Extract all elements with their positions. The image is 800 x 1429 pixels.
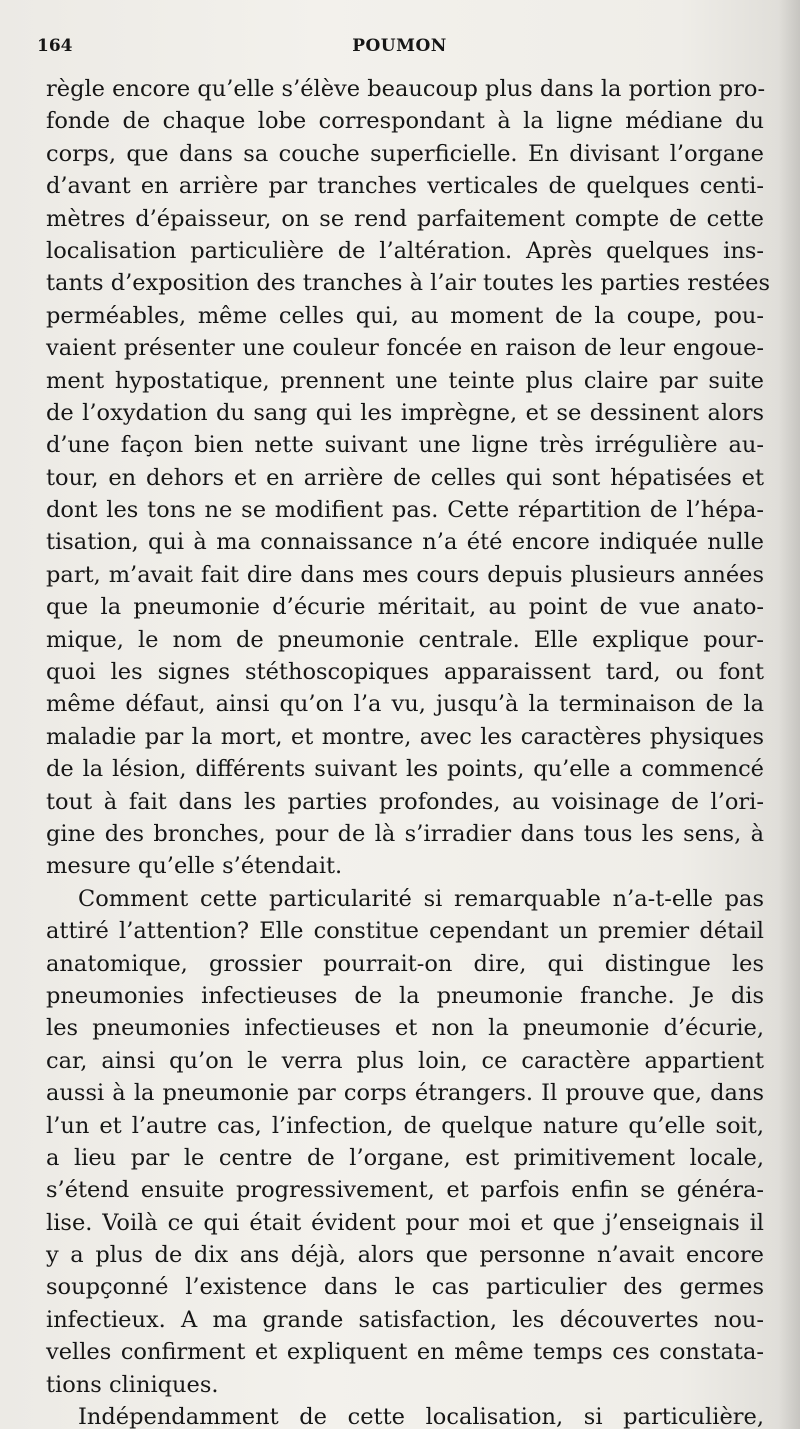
text-line: infectieux. A ma grande satisfaction, les découvertes nou- [46, 1306, 764, 1333]
text-line: mique, le nom de pneumonie centrale. Elle explique pour- [46, 626, 764, 653]
text-line: car, ainsi qu’on le verra plus loin, ce caractère appartient [46, 1047, 764, 1074]
paragraph-end-line: tions cliniques. [46, 1371, 219, 1398]
text-line: d’avant en arrière par tranches verticales de quelques centi- [46, 173, 764, 200]
text-line: quoi les signes stéthoscopiques apparaissent tard, ou font [46, 659, 764, 686]
paragraph-start-line: Indépendamment de cette localisation, si particulière, [78, 1404, 764, 1429]
text-line: tour, en dehors et en arrière de celles qui sont hépatisées et [46, 464, 764, 491]
paragraph-end-line: mesure qu’elle s’étendait. [46, 853, 343, 880]
text-line: a lieu par le centre de l’organe, est primitivement locale, [46, 1144, 764, 1171]
text-line: vaient présenter une couleur foncée en raison de leur engoue- [46, 335, 764, 362]
paragraph-start-line: Comment cette particularité si remarquable n’a-t-elle pas [78, 885, 764, 912]
text-line: de la lésion, différents suivant les points, qu’elle a commencé [46, 756, 764, 783]
text-line: y a plus de dix ans déjà, alors que personne n’avait encore [46, 1242, 764, 1269]
page-number: 164 [37, 36, 73, 56]
text-line: les pneumonies infectieuses et non la pneumonie d’écurie, [46, 1015, 764, 1042]
text-line: l’un et l’autre cas, l’infection, de quelque nature qu’elle soit, [46, 1112, 764, 1139]
text-line: aussi à la pneumonie par corps étrangers. Il prouve que, dans [46, 1080, 764, 1107]
text-line: règle encore qu’elle s’élève beaucoup plus dans la portion pro- [46, 76, 766, 102]
text-line: tout à fait dans les parties profondes, au voisinage de l’ori- [46, 788, 764, 815]
text-line: localisation particulière de l’altération. Après quelques ins- [46, 237, 764, 264]
text-line: anatomique, grossier pourrait-on dire, qui distingue les [46, 950, 764, 977]
text-line: lise. Voilà ce qui était évident pour moi et que j’enseignais il [46, 1209, 764, 1236]
text-line: soupçonné l’existence dans le cas particulier des germes [46, 1274, 764, 1301]
text-line: que la pneumonie d’écurie méritait, au point de vue anato- [46, 594, 764, 621]
text-line: même défaut, ainsi qu’on l’a vu, jusqu’à la terminaison de la [46, 691, 764, 718]
text-line: de l’oxydation du sang qui les imprègne, et se dessinent alors [46, 399, 764, 426]
text-line: pneumonies infectieuses de la pneumonie franche. Je dis [46, 982, 764, 1009]
text-line: d’une façon bien nette suivant une ligne très irrégulière au- [46, 432, 764, 459]
text-line: corps, que dans sa couche superficielle. En divisant l’organe [46, 140, 764, 167]
text-line: s’étend ensuite progressivement, et parfois enfin se généra- [46, 1177, 764, 1204]
text-line: mètres d’épaisseur, on se rend parfaitement compte de cette [46, 205, 764, 232]
text-line: fonde de chaque lobe correspondant à la ligne médiane du [46, 108, 764, 135]
text-line: tisation, qui à ma connaissance n’a été encore indiquée nulle [46, 529, 764, 556]
text-line: tants d’exposition des tranches à l’air toutes les parties restées [46, 270, 771, 297]
running-title: POUMON [352, 36, 447, 56]
text-line: gine des bronches, pour de là s’irradier dans tous les sens, à [46, 820, 764, 847]
text-line: part, m’avait fait dire dans mes cours depuis plusieurs années [46, 561, 764, 588]
text-line: attiré l’attention? Elle constitue cependant un premier détail [46, 918, 764, 945]
text-line: ment hypostatique, prennent une teinte plus claire par suite [46, 367, 764, 394]
page-edge-shadow [778, 0, 800, 1429]
text-line: perméables, même celles qui, au moment de la coupe, pou- [46, 302, 764, 329]
text-line: maladie par la mort, et montre, avec les caractères physiques [46, 723, 764, 750]
text-line: velles confirment et expliquent en même temps ces constata- [46, 1339, 764, 1366]
body-text [46, 73, 771, 1429]
text-line: dont les tons ne se modifient pas. Cette répartition de l’hépa- [46, 497, 764, 524]
running-head [37, 36, 762, 62]
